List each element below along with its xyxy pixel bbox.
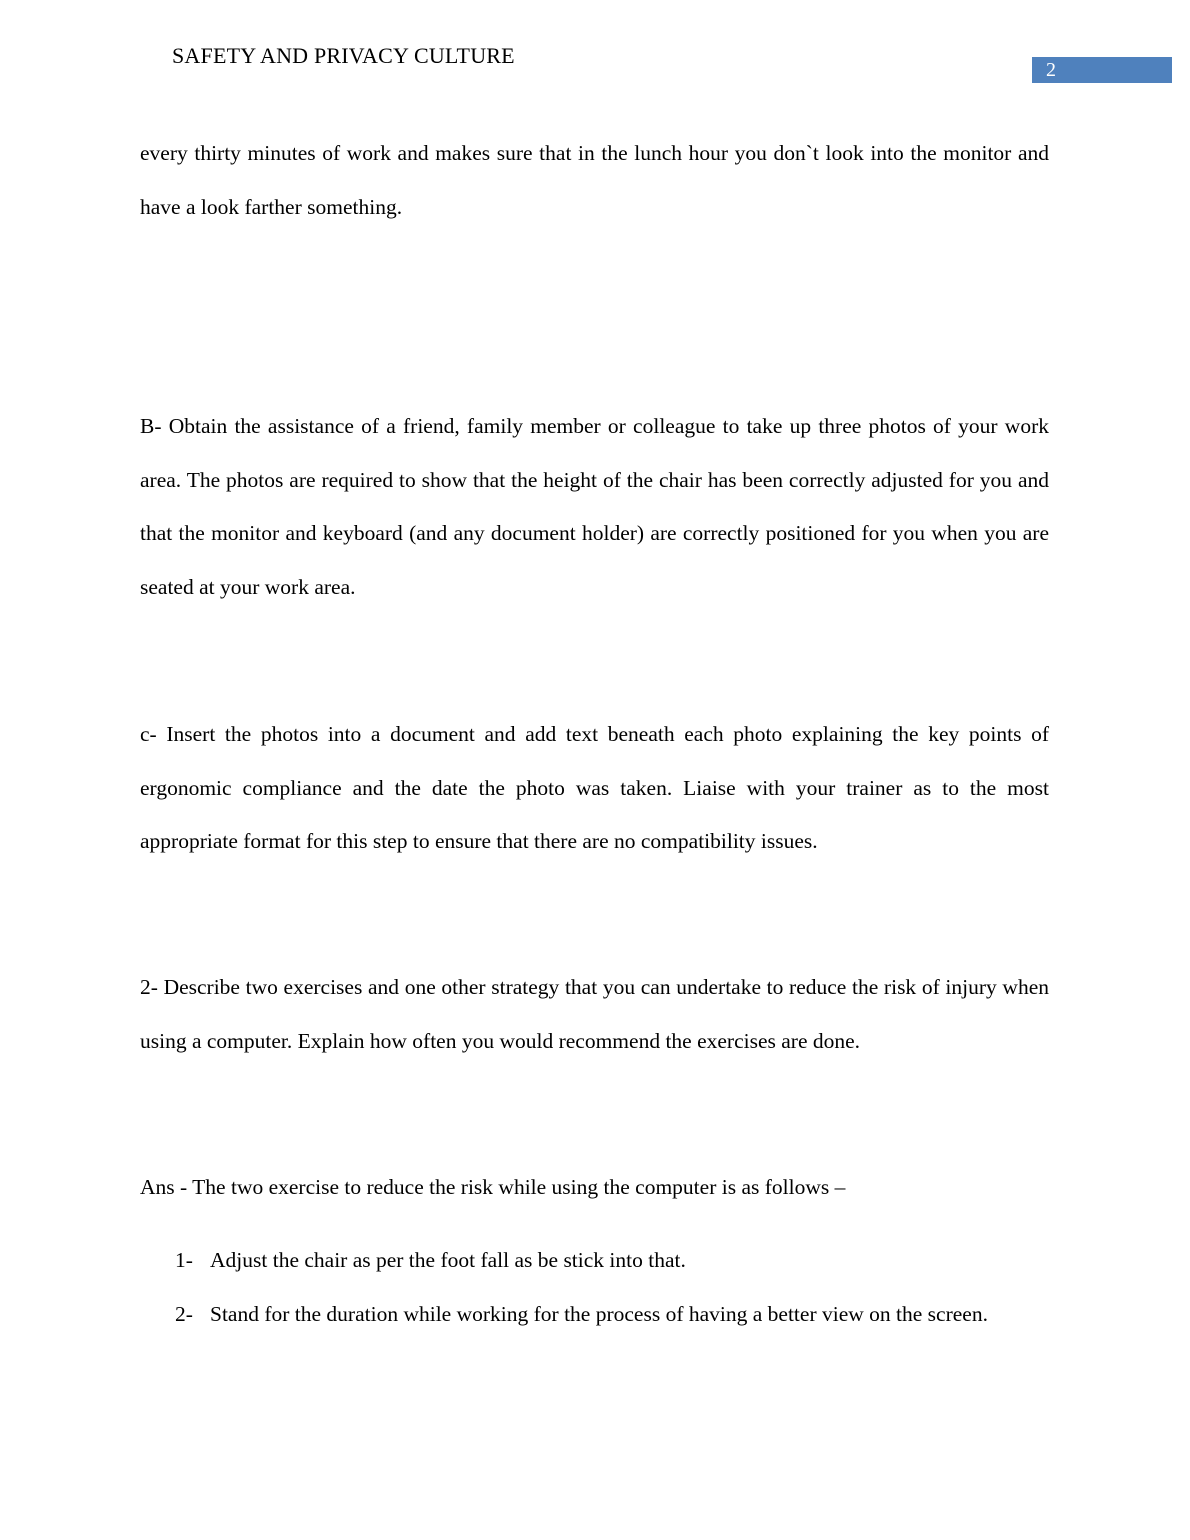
page-number: 2 [1032,57,1172,83]
paragraph-question-2: 2- Describe two exercises and one other strategy that you can undertake to reduce the risk of injury when using a computer. Explain how often you would recommend the exercises are done. [140,975,1049,1053]
list-item [140,1288,1049,1342]
list-item [140,1234,1049,1288]
list-item-number: 2- [175,1301,193,1326]
exercise-list [140,1234,1049,1341]
list-item-text: Stand for the duration while working for the process of having a better view on the screen. [210,1301,988,1326]
running-head: SAFETY AND PRIVACY CULTURE [172,43,515,68]
list-item-number: 1- [175,1248,193,1272]
paragraph-task-c: c- Insert the photos into a document and add text beneath each photo explaining the key points of ergonomic compliance and the date the photo was taken. Liaise with your trainer as to the most appropriate format for this step to ensure that there are no compatibility issues. [140,722,1049,854]
paragraph-continuation: every thirty minutes of work and makes sure that in the lunch hour you don`t look into the monitor and have a look farther something. [140,141,1049,219]
paragraph-task-b: B- Obtain the assistance of a friend, family member or colleague to take up three photos of your work area. The photos are required to show that the height of the chair has been correctly adjusted for you and that the monitor and keyboard (and any document holder) are correctly positioned for you when you are seated at your work area. [140,414,1049,600]
list-item-text: Adjust the chair as per the foot fall as be stick into that. [210,1248,686,1272]
paragraph-answer-intro: Ans - The two exercise to reduce the risk while using the computer is as follows – [140,1175,846,1199]
